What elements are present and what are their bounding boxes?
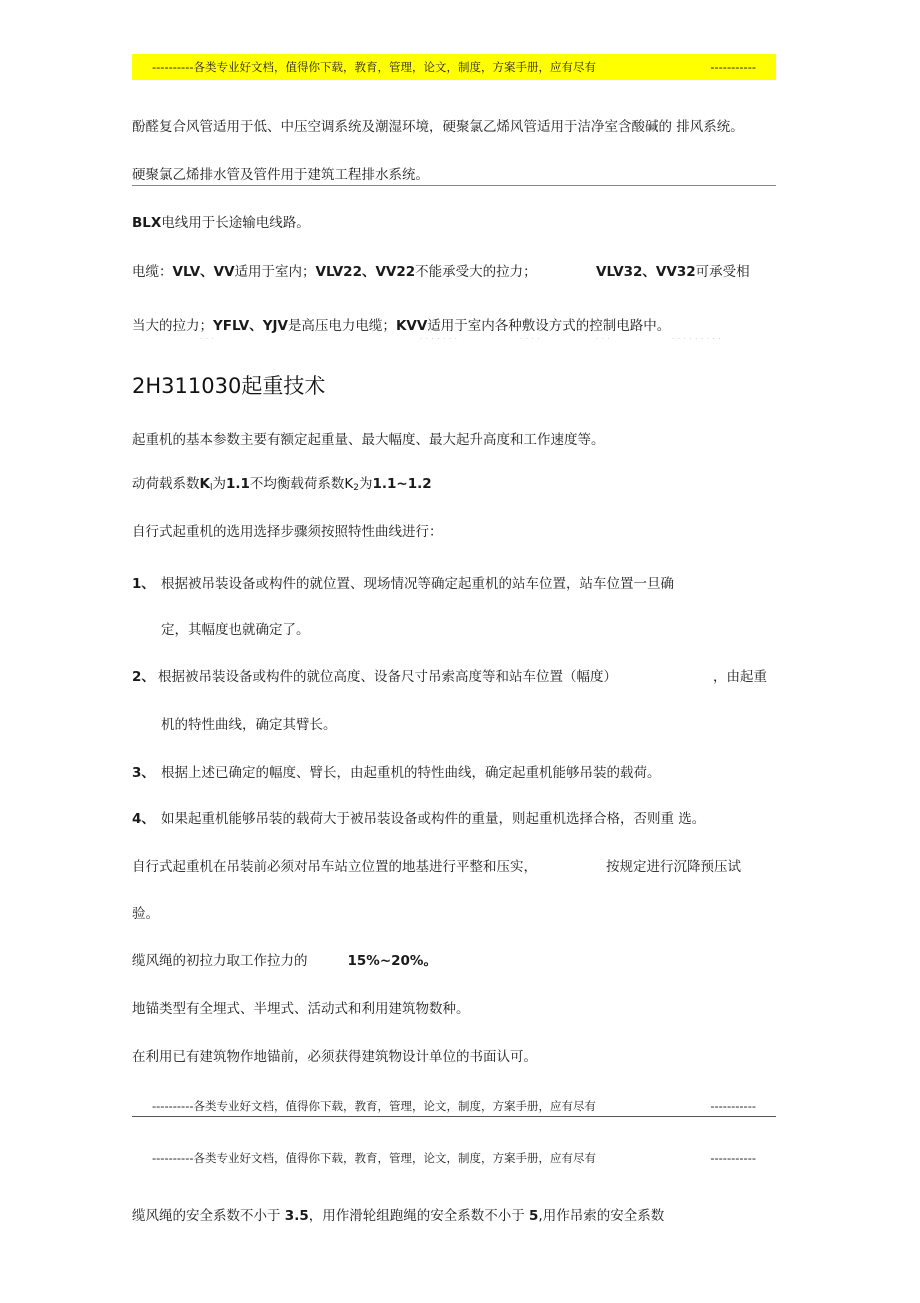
step-2-tail: ，由起重: [713, 669, 767, 685]
paragraph-load-coefficients: 动荷载系数$K_l$为1.1不均衡载荷系数$K_2$为1.1~1.2: [132, 476, 432, 493]
scan-artifact: · · · · · · ·: [420, 336, 458, 343]
paragraph-safety-factor: 缆风绳的安全系数不小于 3.5，用作滑轮组跑绳的安全系数不小于 5,用作吊索的安全系数: [132, 1208, 665, 1224]
scan-artifact: · · · · · · · · ·: [672, 336, 722, 343]
scan-artifact: · · ·: [596, 336, 611, 343]
page-break-line: [132, 1116, 776, 1117]
paragraph-crane-params: 起重机的基本参数主要有额定起重量、最大幅度、最大起升高度和工作速度等。: [132, 432, 605, 448]
step-2: 2、 根据被吊装设备或构件的就位高度、设备尺寸吊索高度等和站车位置（幅度）: [132, 669, 617, 685]
paragraph-cable-1: 电缆：VLV、VV适用于室内；VLV22、VV22不能承受大的拉力；: [132, 264, 537, 280]
step-3: 3、 根据上述已确定的幅度、臂长，由起重机的特性曲线，确定起重机能够吊装的载荷。: [132, 765, 661, 781]
step-4: 4、 如果起重机能够吊装的载荷大于被吊装设备或构件的重量，则起重机选择合格，否则重 选。: [132, 811, 706, 827]
paragraph-anchor-types: 地锚类型有全埋式、半埋式、活动式和利用建筑物数种。: [132, 1001, 470, 1017]
paragraph-anchor-approval: 在利用已有建筑物作地锚前，必须获得建筑物设计单位的书面认可。: [132, 1049, 537, 1065]
paragraph-ground-prep-end: 验。: [132, 906, 159, 922]
paragraph-guy-rope-tension: 缆风绳的初拉力取工作拉力的 15%~20%。: [132, 953, 437, 969]
paragraph-cable-1-right: VLV32、VV32可承受相: [596, 264, 750, 280]
paragraph-drain-pipe: 硬聚氯乙烯排水管及管件用于建筑工程排水系统。: [132, 167, 429, 183]
paragraph-blx: BLX电线用于长途输电线路。: [132, 215, 310, 231]
paragraph-ground-prep-right: 按规定进行沉降预压试: [606, 859, 741, 875]
step-2-continuation: 机的特性曲线，确定其臂长。: [161, 717, 337, 733]
next-page-banner: ----------各类专业好文档，值得你下载，教育，管理，论文，制度，方案手册，应有尽有 -----------: [152, 1151, 756, 1165]
divider: [132, 185, 776, 186]
banner-text: ----------各类专业好文档，值得你下载，教育，管理，论文，制度，方案手册，应有尽有: [152, 60, 596, 74]
paragraph-cable-2: 当大的拉力；YFLV、YJV是高压电力电缆；KVV适用于室内各种敷设方式的控制电路中。: [132, 318, 671, 334]
step-1-continuation: 定，其幅度也就确定了。: [161, 622, 310, 638]
scan-artifact: · · ·: [200, 336, 215, 343]
paragraph-selection-steps: 自行式起重机的选用选择步骤须按照特性曲线进行：: [132, 524, 443, 540]
paragraph-ground-prep: 自行式起重机在吊装前必须对吊车站立位置的地基进行平整和压实，: [132, 859, 537, 875]
footer-banner: ----------各类专业好文档，值得你下载，教育，管理，论文，制度，方案手册，应有尽有 -----------: [152, 1099, 756, 1113]
banner-dashes: -----------: [710, 60, 756, 74]
header-banner: [132, 54, 776, 80]
blx-term: BLX: [132, 215, 162, 231]
section-heading: 2H311030起重技术: [132, 374, 326, 398]
scan-artifact: · · · ·: [520, 336, 541, 343]
step-1: 1、 根据被吊装设备或构件的就位置、现场情况等确定起重机的站车位置，站车位置一旦确: [132, 576, 674, 592]
paragraph-duct: 酚醛复合风管适用于低、中压空调系统及潮湿环境，硬聚氯乙烯风管适用于洁净室含酸碱的 排风系统。: [132, 119, 744, 135]
